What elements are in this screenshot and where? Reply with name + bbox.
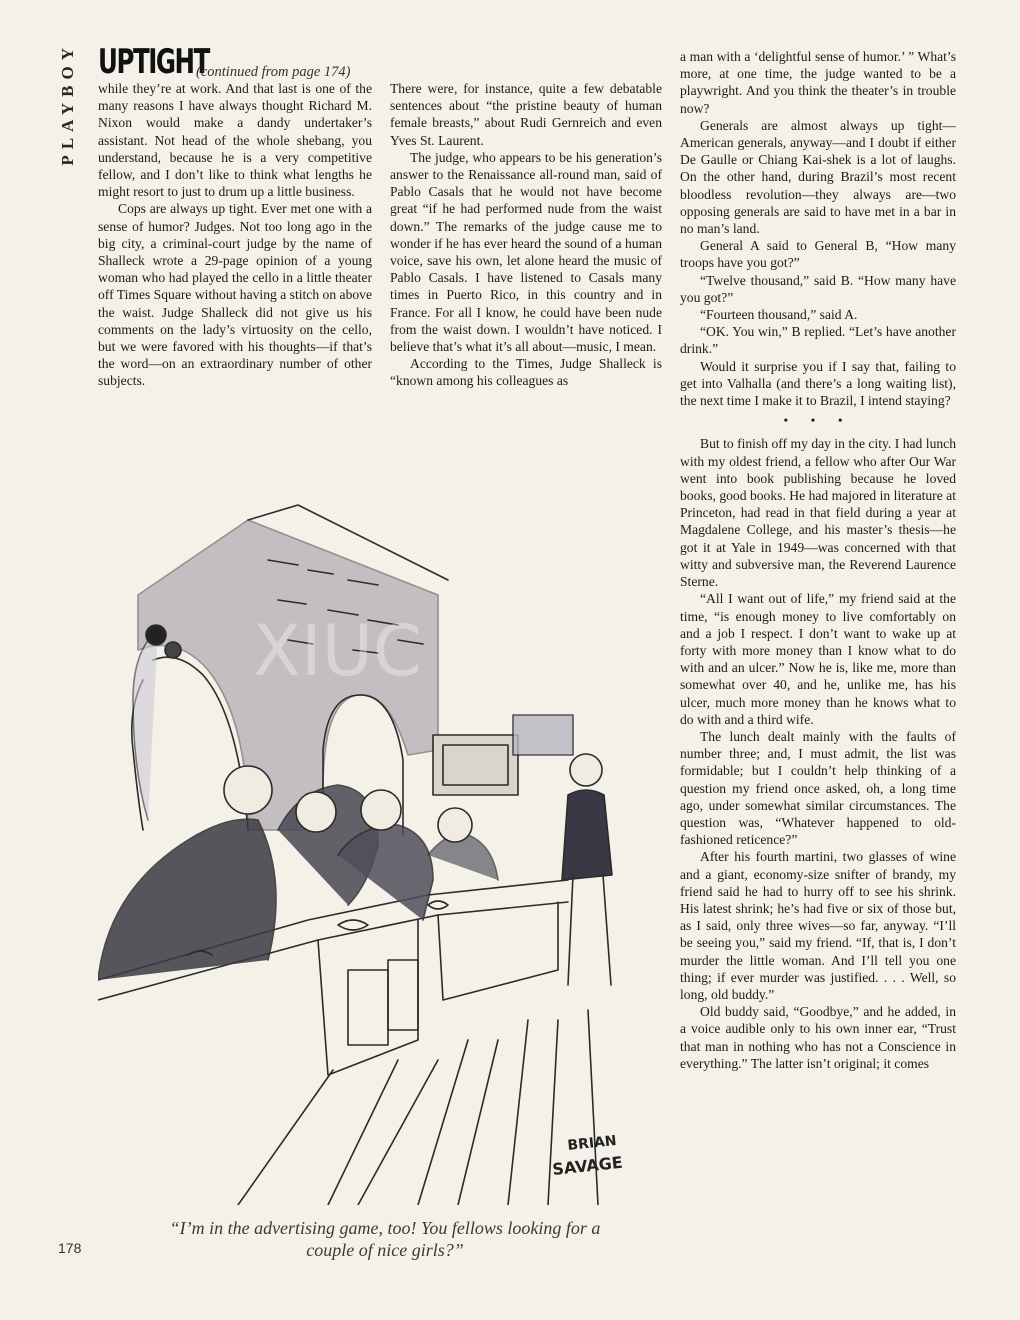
magazine-name-vertical xyxy=(58,42,78,202)
paragraph: After his fourth martini, two glasses of wine and a giant, economy-size snifter of brandy, my friend said he had to hurry off to see his shrink. His latest shrink; he’s had five or six of those but, as I said, only three wives—so far, anyway. “I’ll be seeing you,” said my friend. “If, that is, I don’t murder the little woman. And I’ll tell you one thing; if ever murder was justified. . . . Well, so long, old buddy.” xyxy=(680,849,956,1002)
paragraph: “All I want out of life,” my friend said at the time, “is enough money to live comfortably on and a job I respect. I don’t want to wake up at forty with more money than I know what to do with and an ulcer.” Now he is, like me, more than somewhat over 40, and he, unlike me, has his ulcer, much more money than he knows what to do with and a third wife. xyxy=(680,591,956,727)
paragraph: The lunch dealt mainly with the faults of number three; and, I must admit, the list was formidable; but I couldn’t help thinking of a question my friend once asked, oh, a long time ago, under somewhat similar circumstances. The question was, “Whatever happened to old-fashioned reticence?” xyxy=(680,728,956,848)
paragraph: “Twelve thousand,” said B. “How many have you got?” xyxy=(680,272,956,305)
page-number: 178 xyxy=(58,1240,82,1256)
paragraph: a man with a ‘delightful sense of humor.’ ” What’s more, at one time, the judge wanted to be a playwright. And you think the theater’s in trouble now? xyxy=(680,49,956,116)
paragraph: “OK. You win,” B replied. “Let’s have another drink.” xyxy=(680,324,956,357)
watermark: XIUC xyxy=(253,610,422,692)
text-column-3 xyxy=(680,48,956,1072)
continued-note: (continued from page 174) xyxy=(196,64,351,80)
paragraph: The judge, who appears to be his generation’s answer to the Renaissance all-round man, said of Pablo Casals that he would not have become great “if he had performed nude from the waist down.” The remarks of the judge cause me to wonder if he has ever heard the sound of a human voice, save his own, let alone heard the music of Pablo Casals. I have listened to Casals many times in Puerto Rico, in this country and in France. For all I know, he could have been nude from the waist down. I wouldn’t have noticed. I believe that’s what it’s all about—music, I mean. xyxy=(390,149,662,355)
article-title: UPTIGHT xyxy=(98,42,209,82)
paragraph: Would it surprise you if I say that, failing to get into Valhalla (and there’s a long waiting list), the next time I make it to Brazil, I intend staying? xyxy=(680,358,956,409)
magazine-name: PLAYBOY xyxy=(58,42,77,166)
paragraph: Old buddy said, “Goodbye,” and he added, in a voice audible only to his own inner ear, “Trust that man in nothing who has not a Conscience in everything.” The latter isn’t original; it comes xyxy=(680,1004,956,1071)
paragraph: “Fourteen thousand,” said A. xyxy=(700,307,858,323)
cartoon-illustration xyxy=(98,500,658,1205)
cartoonist-signature-line1: BRIAN xyxy=(566,1132,618,1154)
paragraph: There were, for instance, quite a few debatable sentences about “the pristine beauty of human female breasts,” about Rudi Gernreich and even Yves St. Laurent. xyxy=(390,81,662,148)
paragraph: Cops are always up tight. Ever met one with a sense of humor? Judges. Not too long ago in the big city, a criminal-court judge by the name of Shalleck wrote a 29-page opinion of a young woman who had played the cello in a little theater off Times Square without having a stitch on above the waist. Judge Shalleck did not give us his comments on the lady’s virtuosity on the cello, but we were favored with his thoughts—if that’s the word—on an extraordinary number of other subjects. xyxy=(98,201,372,389)
text-column-1 xyxy=(98,80,372,390)
paragraph: According to the Times, Judge Shalleck is “known among his colleagues as xyxy=(390,356,662,389)
cartoonist-signature-line2: SAVAGE xyxy=(551,1152,624,1179)
paragraph: General A said to General B, “How many troops have you got?” xyxy=(680,238,956,271)
paragraph: while they’re at work. And that last is one of the many reasons I have always thought Richard M. Nixon would make a dandy undertaker’s assistant. Not head of the whole shebang, you understand, because he is a very competitive fellow, and I don’t like to think what lengths he might resort to just to drum up a little business. xyxy=(98,81,372,200)
text-column-2 xyxy=(390,80,662,390)
paragraph: But to finish off my day in the city. I had lunch with my oldest friend, a fellow who after Our War went into book publishing because he loved books, good books. He had majored in literature at Princeton, had read in that field during a year at Magdalene College, and his master’s thesis—he got it at Yale in 1949—was concerned with that witty and subversive man, the Reverend Laurence Sterne. xyxy=(680,436,956,590)
section-separator: • • • xyxy=(783,413,853,428)
paragraph: Generals are almost always up tight—American generals, anyway—and I doubt if either De Gaulle or Chiang Kai-shek is a lot of laughs. On the other hand, during Brazil’s most recent bloodless revolution—they always are—two opposing generals are said to have met in a bar in no man’s land. xyxy=(680,117,956,237)
cartoon-caption: “I’m in the advertising game, too! You fellows looking for a couple of nice girls?” xyxy=(169,1218,601,1260)
article-header xyxy=(98,42,351,84)
